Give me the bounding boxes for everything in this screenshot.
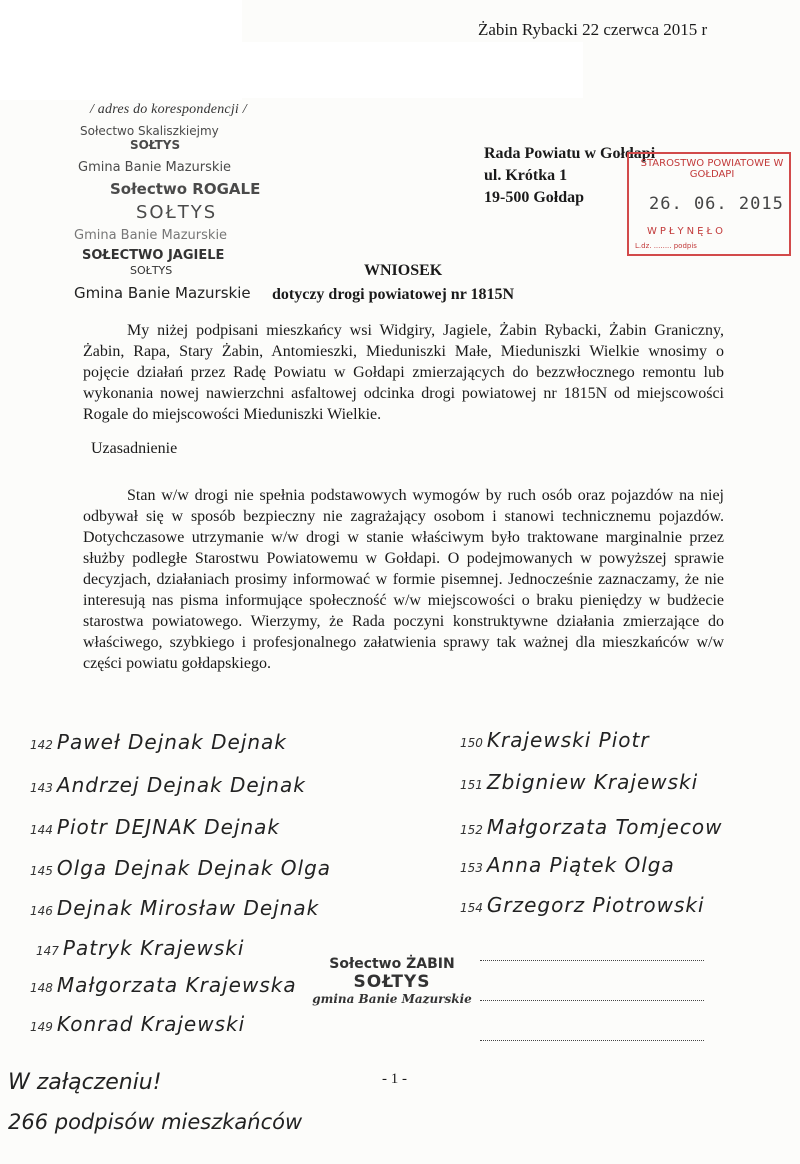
stamp-line: Gmina Banie Mazurskie: [78, 160, 232, 175]
handwritten-note: W załączeniu!: [8, 1070, 162, 1095]
redaction-band: [238, 42, 583, 98]
signature-row: 146 Dejnak Mirosław Dejnak: [30, 896, 320, 920]
stamp-footer: L.dz. ........ podpis: [635, 242, 697, 250]
stamp-date: 26. 06. 2015: [649, 194, 784, 214]
empty-signature-line: [480, 1000, 704, 1001]
gmina-stamp: Gmina Banie Mazurskie: [74, 284, 251, 302]
stamp-line: SOŁTYS: [130, 138, 181, 152]
stamp-line: Gmina Banie Mazurskie: [74, 228, 228, 243]
request-paragraph: My niżej podpisani mieszkańcy wsi Widgiry, Jagiele, Żabin Rybacki, Żabin Graniczny, Żabin, Rapa, Stary Żabin, Antomieszki, Mieduniszki Małe, Mieduniszki Wielkie wnosimy o pojęcie działań przez Radę Powiatu w Gołdapi zmierzających do bezzwłocznego remontu lub wykonania nowej nawierzchni asfaltowej odcinka drogi powiatowej nr 1815N od miejscowości Rogale do miejscowości Mieduniszki Wielkie.: [83, 322, 724, 423]
section-heading: Uzasadnienie: [91, 440, 178, 457]
stamp-line: SOŁTYS: [136, 202, 218, 223]
signature-row: 153 Anna Piątek Olga: [460, 853, 675, 877]
stamp-line: gmina Banie Mazurskie: [312, 992, 472, 1006]
stamp-line: SOŁTYS: [353, 972, 431, 992]
date-line: Żabin Rybacki 22 czerwca 2015 r: [478, 20, 708, 39]
signature-row: 154 Grzegorz Piotrowski: [460, 893, 705, 917]
signature-row: 144 Piotr DEJNAK Dejnak: [30, 815, 281, 839]
registration-stamp: [627, 152, 791, 256]
signature-row: 151 Zbigniew Krajewski: [460, 770, 699, 794]
address-label: / adres do korespondencji /: [90, 102, 247, 117]
recipient-line: 19-500 Gołdap: [484, 189, 585, 206]
stamp-line: SOŁECTWO JAGIELE: [82, 248, 225, 263]
empty-signature-line: [480, 960, 704, 961]
signature-row: 148 Małgorzata Krajewska: [30, 973, 297, 997]
empty-signature-line: [480, 1040, 704, 1041]
signature-row: 142 Paweł Dejnak Dejnak: [30, 730, 287, 754]
signature-row: 143 Andrzej Dejnak Dejnak: [30, 773, 306, 797]
signature-row: 152 Małgorzata Tomjecow: [460, 815, 723, 839]
stamp-line: Sołectwo ROGALE: [110, 180, 261, 198]
signature-row: 149 Konrad Krajewski: [30, 1012, 246, 1036]
recipient-line: Rada Powiatu w Gołdapi: [484, 145, 656, 162]
document-subtitle: dotyczy drogi powiatowej nr 1815N: [272, 286, 515, 303]
stamp-org: STAROSTWO POWIATOWE W GOŁDAPI: [640, 158, 784, 180]
signature-row: 145 Olga Dejnak Dejnak Olga: [30, 856, 332, 880]
handwritten-note: 266 podpisów mieszkańców: [8, 1110, 303, 1134]
signature-row: 147 Patryk Krajewski: [36, 936, 245, 960]
signature-row: 150 Krajewski Piotr: [460, 728, 650, 752]
stamp-received: WPŁYNĘŁO: [647, 226, 726, 237]
document-title: WNIOSEK: [364, 262, 443, 279]
soltys-stamp: [302, 956, 482, 1006]
stamp-line: Sołectwo ŻABIN: [329, 956, 455, 972]
stamp-line: Sołectwo Skaliszkiejmy: [80, 124, 219, 138]
redaction-block: [0, 0, 242, 100]
recipient-line: ul. Krótka 1: [484, 167, 568, 184]
page-number: - 1 -: [382, 1071, 407, 1087]
justification-paragraph: Stan w/w drogi nie spełnia podstawowych wymogów by ruch osób oraz pojazdów na niej odbywał się w sposób bezpieczny nie zagrażający osobom i stanowi technicznemu pojazdów. Dotychczasowe utrzymanie w/w drogi w stanie właściwym było traktowane marginalnie przez służby podległe Starostwu Powiatowemu w Gołdapi. O podejmowanych w powyższej sprawie decyzjach, działaniach prosimy informować w formie pisemnej. Jednocześnie zaznaczamy, że nie interesują nas pisma informujące społeczność w/w miejscowości o braku pieniędzy w budżecie starostwa powiatowego. Wierzymy, że Rada poczyni konstruktywne działania zmierzające do właściwego, szybkiego i profesjonalnego załatwienia sprawy tak ważnej dla mieszkańców w/w części powiatu gołdapskiego.: [83, 487, 724, 672]
stamp-line: SOŁTYS: [130, 264, 173, 277]
